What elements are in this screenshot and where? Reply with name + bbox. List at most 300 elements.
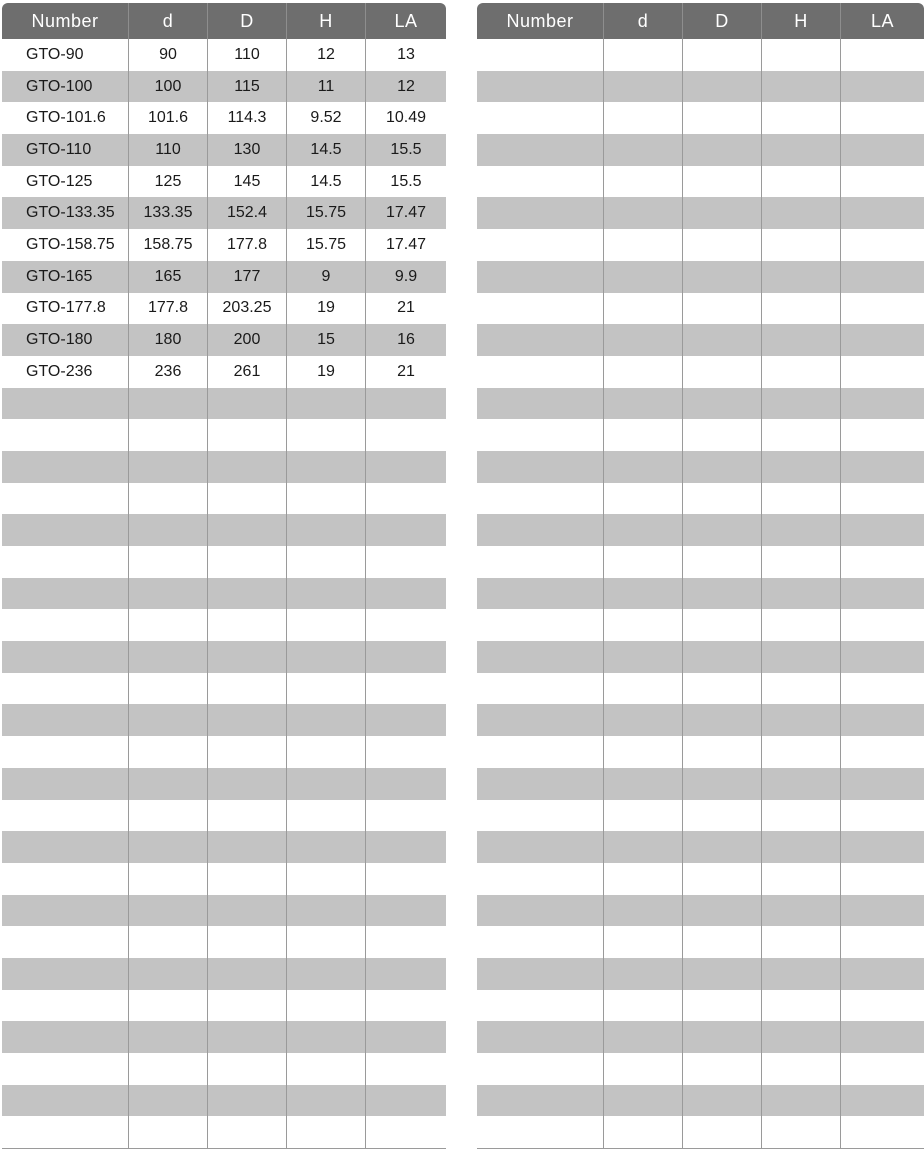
cell-d-small xyxy=(604,1053,683,1085)
cell-d-small xyxy=(604,293,683,325)
cell-d-small xyxy=(604,704,683,736)
cell-number xyxy=(477,229,604,261)
cell-la xyxy=(366,1085,446,1117)
table-row xyxy=(2,958,446,990)
cell-d-large xyxy=(208,483,287,515)
table-row xyxy=(2,736,446,768)
cell-d-small xyxy=(604,800,683,832)
cell-d-small: 101.6 xyxy=(129,102,208,134)
cell-h xyxy=(287,609,366,641)
table-row xyxy=(477,990,924,1022)
table-row xyxy=(2,1053,446,1085)
cell-d-small xyxy=(604,261,683,293)
cell-d-small xyxy=(604,356,683,388)
cell-number xyxy=(477,990,604,1022)
cell-la xyxy=(366,514,446,546)
cell-number: GTO-90 xyxy=(2,39,129,71)
cell-h xyxy=(762,356,841,388)
table-row xyxy=(2,609,446,641)
cell-la xyxy=(366,831,446,863)
cell-number: GTO-158.75 xyxy=(2,229,129,261)
cell-number xyxy=(2,958,129,990)
cell-d-large xyxy=(208,704,287,736)
cell-number xyxy=(2,736,129,768)
table-row xyxy=(477,673,924,705)
table-row xyxy=(477,356,924,388)
cell-h xyxy=(287,451,366,483)
cell-la xyxy=(841,197,924,229)
cell-h xyxy=(762,483,841,515)
cell-la xyxy=(841,166,924,198)
cell-number: GTO-180 xyxy=(2,324,129,356)
table-row xyxy=(477,71,924,103)
cell-d-small: 133.35 xyxy=(129,197,208,229)
cell-d-small xyxy=(129,958,208,990)
cell-la xyxy=(841,71,924,103)
cell-h xyxy=(287,704,366,736)
cell-d-large xyxy=(683,546,762,578)
cell-d-small xyxy=(604,831,683,863)
cell-h xyxy=(287,1053,366,1085)
cell-number xyxy=(477,388,604,420)
cell-d-small xyxy=(129,1116,208,1149)
cell-la xyxy=(841,1116,924,1149)
cell-d-large xyxy=(683,1053,762,1085)
cell-la xyxy=(366,388,446,420)
cell-d-large: 130 xyxy=(208,134,287,166)
cell-h xyxy=(287,1116,366,1149)
cell-d-small xyxy=(129,388,208,420)
cell-d-large: 177 xyxy=(208,261,287,293)
cell-h xyxy=(762,990,841,1022)
table-row xyxy=(2,293,446,325)
cell-d-small xyxy=(604,641,683,673)
table-row xyxy=(2,800,446,832)
cell-d-small xyxy=(604,895,683,927)
cell-d-large xyxy=(208,768,287,800)
cell-d-small: 158.75 xyxy=(129,229,208,261)
cell-la xyxy=(841,609,924,641)
cell-number xyxy=(2,831,129,863)
cell-number xyxy=(2,1053,129,1085)
table-row xyxy=(2,166,446,198)
cell-d-large xyxy=(208,990,287,1022)
cell-number xyxy=(477,736,604,768)
header-row xyxy=(477,3,924,39)
cell-d-large xyxy=(683,229,762,261)
cell-la xyxy=(366,483,446,515)
cell-d-large xyxy=(683,990,762,1022)
table-row xyxy=(477,293,924,325)
cell-d-large: 261 xyxy=(208,356,287,388)
cell-la xyxy=(366,451,446,483)
cell-d-large: 115 xyxy=(208,71,287,103)
table-row xyxy=(2,578,446,610)
cell-number xyxy=(477,102,604,134)
cell-number xyxy=(2,768,129,800)
cell-number xyxy=(2,483,129,515)
cell-number xyxy=(477,356,604,388)
table-row xyxy=(2,831,446,863)
cell-d-small xyxy=(604,134,683,166)
cell-number xyxy=(477,71,604,103)
cell-number xyxy=(2,704,129,736)
cell-d-small: 90 xyxy=(129,39,208,71)
cell-number xyxy=(2,895,129,927)
cell-d-large xyxy=(208,863,287,895)
cell-number xyxy=(477,197,604,229)
cell-d-small xyxy=(604,1021,683,1053)
cell-d-small xyxy=(129,609,208,641)
cell-h xyxy=(287,800,366,832)
cell-la xyxy=(366,990,446,1022)
cell-number xyxy=(477,419,604,451)
cell-d-small: 236 xyxy=(129,356,208,388)
cell-h xyxy=(287,990,366,1022)
table-row xyxy=(477,926,924,958)
header-number: Number xyxy=(477,3,604,39)
cell-number: GTO-101.6 xyxy=(2,102,129,134)
table-row xyxy=(477,1116,924,1149)
cell-h xyxy=(762,229,841,261)
cell-h: 9 xyxy=(287,261,366,293)
cell-number xyxy=(477,134,604,166)
cell-la xyxy=(841,514,924,546)
cell-d-large: 177.8 xyxy=(208,229,287,261)
cell-la: 9.9 xyxy=(366,261,446,293)
cell-d-small xyxy=(604,324,683,356)
cell-d-small xyxy=(604,863,683,895)
cell-h xyxy=(762,1053,841,1085)
cell-number xyxy=(477,1116,604,1149)
cell-number xyxy=(2,641,129,673)
cell-d-small xyxy=(129,1053,208,1085)
table-row xyxy=(477,166,924,198)
cell-d-small xyxy=(604,578,683,610)
cell-la xyxy=(841,483,924,515)
table-row xyxy=(477,1021,924,1053)
cell-h xyxy=(762,1116,841,1149)
cell-d-small xyxy=(604,197,683,229)
table-row xyxy=(2,356,446,388)
cell-d-small xyxy=(129,641,208,673)
cell-d-small xyxy=(604,388,683,420)
table-row xyxy=(477,609,924,641)
cell-la xyxy=(366,958,446,990)
header-d-small: d xyxy=(604,3,683,39)
cell-h xyxy=(762,1021,841,1053)
table-row xyxy=(2,641,446,673)
cell-la xyxy=(366,926,446,958)
cell-la xyxy=(841,261,924,293)
cell-d-small xyxy=(129,926,208,958)
cell-h xyxy=(762,166,841,198)
cell-d-large xyxy=(683,166,762,198)
cell-d-large xyxy=(208,419,287,451)
table-row xyxy=(2,71,446,103)
cell-h xyxy=(762,641,841,673)
table-row xyxy=(2,483,446,515)
cell-number: GTO-133.35 xyxy=(2,197,129,229)
cell-d-large: 110 xyxy=(208,39,287,71)
cell-number: GTO-110 xyxy=(2,134,129,166)
cell-h xyxy=(287,578,366,610)
table-row xyxy=(2,102,446,134)
cell-d-small xyxy=(604,483,683,515)
cell-la xyxy=(841,768,924,800)
cell-number: GTO-165 xyxy=(2,261,129,293)
cell-d-small xyxy=(129,483,208,515)
header-number: Number xyxy=(2,3,129,39)
cell-number xyxy=(477,1085,604,1117)
cell-h: 14.5 xyxy=(287,134,366,166)
cell-d-small: 165 xyxy=(129,261,208,293)
cell-la xyxy=(841,102,924,134)
cell-la xyxy=(841,546,924,578)
cell-d-small xyxy=(604,419,683,451)
cell-d-large xyxy=(208,388,287,420)
cell-h xyxy=(762,958,841,990)
table-row xyxy=(477,578,924,610)
cell-d-large xyxy=(683,293,762,325)
cell-number xyxy=(2,609,129,641)
cell-h xyxy=(287,1085,366,1117)
cell-h: 19 xyxy=(287,293,366,325)
cell-number xyxy=(477,958,604,990)
cell-d-small xyxy=(129,831,208,863)
cell-d-large xyxy=(683,483,762,515)
cell-h xyxy=(287,419,366,451)
cell-h xyxy=(762,926,841,958)
cell-d-large xyxy=(683,768,762,800)
cell-d-large xyxy=(683,863,762,895)
cell-d-large xyxy=(208,958,287,990)
cell-d-large xyxy=(208,641,287,673)
cell-d-large xyxy=(683,388,762,420)
table-row xyxy=(477,134,924,166)
cell-number xyxy=(477,673,604,705)
cell-d-large xyxy=(683,1085,762,1117)
cell-d-large xyxy=(683,1116,762,1149)
table-row xyxy=(477,704,924,736)
cell-number xyxy=(477,609,604,641)
cell-number xyxy=(477,641,604,673)
cell-h xyxy=(287,736,366,768)
table-row xyxy=(2,895,446,927)
cell-la: 21 xyxy=(397,299,415,317)
cell-number xyxy=(477,863,604,895)
cell-d-small xyxy=(129,514,208,546)
table-row xyxy=(2,990,446,1022)
header-la: LA xyxy=(841,3,924,39)
cell-h: 15 xyxy=(287,324,366,356)
cell-d-large xyxy=(683,451,762,483)
cell-d-small: 177.8 xyxy=(129,293,208,325)
cell-la xyxy=(366,895,446,927)
cell-h: 11 xyxy=(287,71,366,103)
cell-d-small xyxy=(604,166,683,198)
cell-d-small: 180 xyxy=(129,324,208,356)
cell-la xyxy=(841,800,924,832)
cell-number xyxy=(2,800,129,832)
cell-d-large xyxy=(208,1116,287,1149)
cell-la xyxy=(841,229,924,261)
cell-d-large xyxy=(683,673,762,705)
cell-d-small xyxy=(604,1116,683,1149)
cell-d-small xyxy=(604,546,683,578)
cell-number xyxy=(477,704,604,736)
cell-number: GTO-100 xyxy=(2,71,129,103)
table-row xyxy=(477,514,924,546)
cell-number xyxy=(2,388,129,420)
cell-d-large xyxy=(683,261,762,293)
cell-d-large xyxy=(208,895,287,927)
cell-number xyxy=(477,483,604,515)
header-d-large: D xyxy=(208,3,287,39)
cell-d-small xyxy=(129,990,208,1022)
cell-d-large xyxy=(683,134,762,166)
cell-number xyxy=(477,451,604,483)
table-row xyxy=(477,39,924,71)
cell-number xyxy=(477,926,604,958)
cell-d-small xyxy=(604,39,683,71)
cell-la xyxy=(841,356,924,388)
cell-la xyxy=(841,895,924,927)
cell-d-large xyxy=(683,609,762,641)
cell-la: 17.47 xyxy=(385,235,427,253)
cell-h xyxy=(762,102,841,134)
cell-d-large xyxy=(683,71,762,103)
cell-d-large xyxy=(208,673,287,705)
cell-d-small xyxy=(604,71,683,103)
cell-d-small xyxy=(604,514,683,546)
cell-h xyxy=(762,578,841,610)
table-row xyxy=(2,39,446,71)
table-row xyxy=(2,197,446,229)
cell-d-small: 100 xyxy=(129,71,208,103)
table-row xyxy=(2,261,446,293)
cell-h xyxy=(762,704,841,736)
cell-d-large xyxy=(683,197,762,229)
table-row xyxy=(477,451,924,483)
header-h: H xyxy=(762,3,841,39)
cell-number xyxy=(477,324,604,356)
cell-la xyxy=(366,1116,446,1149)
table-row xyxy=(477,102,924,134)
cell-d-large xyxy=(208,546,287,578)
cell-number xyxy=(2,1021,129,1053)
cell-h xyxy=(287,768,366,800)
cell-number: GTO-236 xyxy=(2,356,129,388)
cell-d-small xyxy=(604,1085,683,1117)
cell-la xyxy=(841,926,924,958)
cell-number xyxy=(477,39,604,71)
spec-table-right xyxy=(477,3,924,1149)
table-row xyxy=(2,1021,446,1053)
cell-number xyxy=(477,578,604,610)
cell-d-large xyxy=(208,1053,287,1085)
cell-d-large xyxy=(683,895,762,927)
table-row xyxy=(2,229,446,261)
cell-la: 21 xyxy=(397,362,415,380)
cell-d-small xyxy=(129,895,208,927)
cell-h xyxy=(287,388,366,420)
table-row xyxy=(2,324,446,356)
cell-d-small xyxy=(604,229,683,261)
cell-la xyxy=(366,546,446,578)
cell-d-large xyxy=(683,1021,762,1053)
table-row xyxy=(477,736,924,768)
table-row xyxy=(477,546,924,578)
cell-la xyxy=(366,736,446,768)
table-row xyxy=(2,419,446,451)
header-d-large: D xyxy=(683,3,762,39)
cell-d-small xyxy=(604,736,683,768)
cell-h xyxy=(762,293,841,325)
cell-h xyxy=(287,958,366,990)
table-row xyxy=(2,1116,446,1149)
cell-la: 13 xyxy=(397,45,415,63)
cell-la: 16 xyxy=(366,324,446,356)
cell-d-large xyxy=(683,704,762,736)
cell-d-small xyxy=(129,451,208,483)
cell-la: 12 xyxy=(366,71,446,103)
cell-number xyxy=(477,514,604,546)
cell-la xyxy=(841,990,924,1022)
cell-d-large xyxy=(683,958,762,990)
cell-number xyxy=(477,293,604,325)
cell-h xyxy=(287,514,366,546)
cell-d-large xyxy=(683,578,762,610)
cell-h xyxy=(762,546,841,578)
table-row xyxy=(2,673,446,705)
cell-la xyxy=(841,578,924,610)
cell-la xyxy=(366,800,446,832)
cell-la xyxy=(841,388,924,420)
cell-h xyxy=(287,641,366,673)
table-row xyxy=(477,388,924,420)
cell-la xyxy=(841,831,924,863)
cell-number xyxy=(477,546,604,578)
cell-d-small xyxy=(129,863,208,895)
cell-h: 14.5 xyxy=(287,166,366,198)
table-row xyxy=(2,388,446,420)
cell-la xyxy=(366,609,446,641)
table-row xyxy=(2,546,446,578)
cell-la xyxy=(841,1053,924,1085)
cell-number: GTO-125 xyxy=(2,166,129,198)
cell-d-small xyxy=(129,736,208,768)
cell-la xyxy=(841,863,924,895)
cell-la xyxy=(366,704,446,736)
table-row xyxy=(477,831,924,863)
cell-number xyxy=(477,768,604,800)
cell-d-small xyxy=(604,451,683,483)
header-la: LA xyxy=(366,3,446,39)
table-row xyxy=(477,641,924,673)
cell-d-small xyxy=(129,1021,208,1053)
header-h: H xyxy=(287,3,366,39)
cell-h xyxy=(762,261,841,293)
cell-h xyxy=(762,197,841,229)
table-row xyxy=(477,419,924,451)
cell-d-large xyxy=(683,356,762,388)
cell-la xyxy=(841,958,924,990)
cell-d-small xyxy=(129,578,208,610)
cell-d-large xyxy=(683,419,762,451)
cell-h xyxy=(762,800,841,832)
cell-la xyxy=(841,419,924,451)
